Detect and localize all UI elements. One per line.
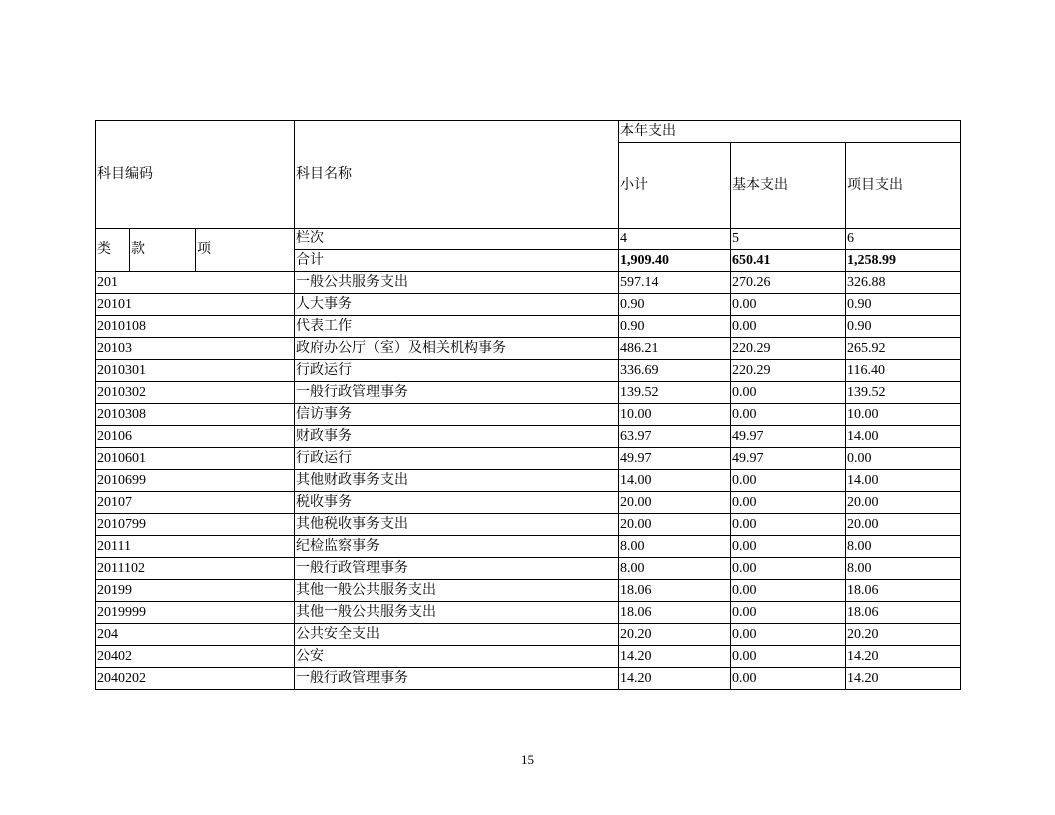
row-code: 2011102 (96, 558, 295, 580)
row-subtotal: 20.00 (619, 514, 731, 536)
row-code: 2010301 (96, 360, 295, 382)
row-project: 0.90 (846, 294, 961, 316)
row-code: 20103 (96, 338, 295, 360)
expenditure-table (95, 120, 961, 690)
row-basic: 0.00 (731, 602, 846, 624)
row-name: 公安 (295, 646, 619, 668)
row-basic: 0.00 (731, 646, 846, 668)
row-name: 财政事务 (295, 426, 619, 448)
row-name: 一般行政管理事务 (295, 558, 619, 580)
row-basic: 0.00 (731, 668, 846, 690)
table-row (96, 668, 961, 690)
row-project: 14.20 (846, 668, 961, 690)
row-code: 20106 (96, 426, 295, 448)
row-code: 2040202 (96, 668, 295, 690)
header-subtotal: 小计 (619, 143, 731, 229)
row-project: 20.00 (846, 492, 961, 514)
row-basic: 0.00 (731, 382, 846, 404)
row-name: 纪检监察事务 (295, 536, 619, 558)
row-name: 公共安全支出 (295, 624, 619, 646)
table-row (96, 382, 961, 404)
row-subtotal: 14.00 (619, 470, 731, 492)
table-row (96, 294, 961, 316)
row-subtotal: 20.00 (619, 492, 731, 514)
row-project: 18.06 (846, 602, 961, 624)
row-basic: 49.97 (731, 448, 846, 470)
row-subtotal: 20.20 (619, 624, 731, 646)
row-name: 行政运行 (295, 448, 619, 470)
row-basic: 0.00 (731, 514, 846, 536)
row-basic: 220.29 (731, 360, 846, 382)
row-code: 2010108 (96, 316, 295, 338)
row-basic: 270.26 (731, 272, 846, 294)
row-project: 139.52 (846, 382, 961, 404)
row-basic: 0.00 (731, 580, 846, 602)
table-row (96, 602, 961, 624)
table-row (96, 360, 961, 382)
row-code: 2010308 (96, 404, 295, 426)
row-name: 其他一般公共服务支出 (295, 580, 619, 602)
table-row (96, 272, 961, 294)
header-row-1 (96, 121, 961, 143)
row-name: 其他财政事务支出 (295, 470, 619, 492)
row-project: 14.00 (846, 470, 961, 492)
row-basic: 0.00 (731, 316, 846, 338)
row-code: 20402 (96, 646, 295, 668)
row-basic: 220.29 (731, 338, 846, 360)
table-row (96, 646, 961, 668)
row-code: 20111 (96, 536, 295, 558)
row-subtotal: 597.14 (619, 272, 731, 294)
row-name: 行政运行 (295, 360, 619, 382)
row-code: 20107 (96, 492, 295, 514)
row-subtotal: 49.97 (619, 448, 731, 470)
row-subtotal: 14.20 (619, 668, 731, 690)
row-code: 201 (96, 272, 295, 294)
row-basic: 0.00 (731, 294, 846, 316)
row-subtotal: 0.90 (619, 294, 731, 316)
row-subtotal: 18.06 (619, 580, 731, 602)
row-project: 14.20 (846, 646, 961, 668)
row-basic: 0.00 (731, 624, 846, 646)
row-project: 18.06 (846, 580, 961, 602)
row-name: 其他一般公共服务支出 (295, 602, 619, 624)
table-row (96, 470, 961, 492)
row-subtotal: 8.00 (619, 536, 731, 558)
table-row (96, 558, 961, 580)
table-row (96, 624, 961, 646)
row-code: 20199 (96, 580, 295, 602)
header-col-subtotal-number: 4 (619, 229, 731, 250)
row-project: 20.00 (846, 514, 961, 536)
row-code: 2010601 (96, 448, 295, 470)
row-project: 8.00 (846, 558, 961, 580)
header-name: 科目名称 (295, 121, 619, 229)
header-col-basic-number: 5 (731, 229, 846, 250)
row-basic: 0.00 (731, 558, 846, 580)
row-basic: 0.00 (731, 404, 846, 426)
row-name: 一般行政管理事务 (295, 668, 619, 690)
header-kuan: 款 (130, 229, 196, 272)
table-row (96, 492, 961, 514)
row-code: 2019999 (96, 602, 295, 624)
table-row (96, 514, 961, 536)
row-code: 2010302 (96, 382, 295, 404)
table-row (96, 404, 961, 426)
row-project: 0.90 (846, 316, 961, 338)
row-project: 265.92 (846, 338, 961, 360)
row-name: 政府办公厅（室）及相关机构事务 (295, 338, 619, 360)
header-column-order: 栏次 (295, 229, 619, 250)
row-code: 204 (96, 624, 295, 646)
row-subtotal: 486.21 (619, 338, 731, 360)
header-basic: 基本支出 (731, 143, 846, 229)
row-subtotal: 0.90 (619, 316, 731, 338)
total-subtotal: 1,909.40 (619, 250, 731, 272)
row-name: 信访事务 (295, 404, 619, 426)
row-subtotal: 14.20 (619, 646, 731, 668)
table-row (96, 536, 961, 558)
row-name: 一般公共服务支出 (295, 272, 619, 294)
table-row (96, 448, 961, 470)
row-project: 20.20 (846, 624, 961, 646)
table-row (96, 426, 961, 448)
total-label: 合计 (295, 250, 619, 272)
row-basic: 0.00 (731, 470, 846, 492)
header-project: 项目支出 (846, 143, 961, 229)
row-project: 14.00 (846, 426, 961, 448)
row-name: 代表工作 (295, 316, 619, 338)
row-basic: 49.97 (731, 426, 846, 448)
row-basic: 0.00 (731, 492, 846, 514)
total-project: 1,258.99 (846, 250, 961, 272)
header-row-3 (96, 229, 961, 250)
row-code: 2010799 (96, 514, 295, 536)
row-subtotal: 336.69 (619, 360, 731, 382)
row-project: 10.00 (846, 404, 961, 426)
row-subtotal: 18.06 (619, 602, 731, 624)
total-basic: 650.41 (731, 250, 846, 272)
header-lei: 类 (96, 229, 130, 272)
row-name: 税收事务 (295, 492, 619, 514)
row-name: 其他税收事务支出 (295, 514, 619, 536)
row-code: 2010699 (96, 470, 295, 492)
row-project: 8.00 (846, 536, 961, 558)
row-basic: 0.00 (731, 536, 846, 558)
row-subtotal: 63.97 (619, 426, 731, 448)
table-row (96, 316, 961, 338)
page-number: 15 (521, 752, 534, 767)
header-current-year: 本年支出 (619, 121, 961, 143)
row-code: 20101 (96, 294, 295, 316)
row-project: 116.40 (846, 360, 961, 382)
row-subtotal: 139.52 (619, 382, 731, 404)
header-code: 科目编码 (96, 121, 295, 229)
row-name: 人大事务 (295, 294, 619, 316)
row-project: 0.00 (846, 448, 961, 470)
table-row (96, 338, 961, 360)
row-name: 一般行政管理事务 (295, 382, 619, 404)
header-xiang: 项 (196, 229, 295, 272)
row-subtotal: 10.00 (619, 404, 731, 426)
header-col-project-number: 6 (846, 229, 961, 250)
row-subtotal: 8.00 (619, 558, 731, 580)
row-project: 326.88 (846, 272, 961, 294)
table-row (96, 580, 961, 602)
